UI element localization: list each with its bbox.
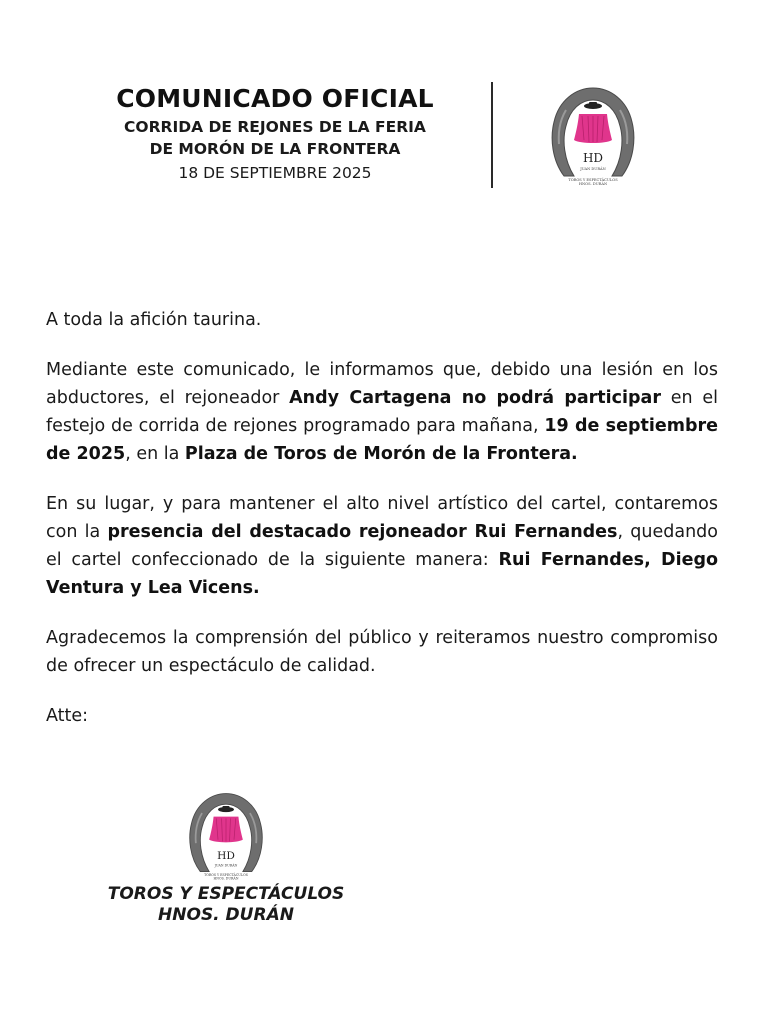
p2-bold-1: presencia del destacado rejoneador Rui Fernandes	[107, 522, 618, 542]
logo-tagline-line-1: TOROS Y ESPECTÁCULOS	[568, 178, 618, 182]
monogram-text: HD	[582, 151, 604, 165]
header-divider	[491, 82, 493, 188]
p2-bold-2: Rui Fernandes, Diego Ventura y Lea Vicens.	[46, 550, 718, 598]
monogram-text: HD	[217, 849, 235, 863]
header	[0, 0, 768, 220]
company-logo-signature	[186, 790, 266, 884]
p2-text-1: En su lugar, y para mantener el alto nivel artístico del cartel, contaremos con la	[46, 494, 718, 542]
p1-bold-2: 19 de septiembre de 2025	[46, 416, 718, 464]
signature-block	[96, 884, 356, 926]
logo-name-text: JUAN DURÁN	[580, 167, 606, 171]
subtitle-line-1: CORRIDA DE REJONES DE LA FERIA	[124, 118, 426, 136]
p1-text-2: en el festejo de corrida de rejones programado para mañana,	[46, 388, 718, 436]
p2-text-2: , quedando el cartel confeccionado de la siguiente manera:	[46, 522, 718, 570]
horseshoe-logo-icon	[548, 84, 638, 190]
signature-line-2: HNOS. DURÁN	[158, 905, 294, 925]
document-title: COMUNICADO OFICIAL	[116, 84, 434, 113]
letter-body	[46, 306, 718, 752]
logo-tagline-line-2: HNOS. DURÁN	[578, 182, 608, 186]
p1-text-1: Mediante este comunicado, le informamos que, debido una lesión en los abductores, el rejoneador	[46, 360, 718, 408]
logo-name-text: JUAN DURÁN	[214, 863, 238, 868]
horseshoe-logo-icon	[186, 790, 266, 884]
logo-tagline-line-1: TOROS Y ESPECTÁCULOS	[204, 873, 248, 878]
paragraph-replacement	[46, 490, 718, 602]
event-subtitle	[60, 116, 490, 160]
subtitle-line-2: DE MORÓN DE LA FRONTERA	[149, 140, 401, 158]
signature-line-1: TOROS Y ESPECTÁCULOS	[107, 884, 345, 904]
paragraph-announcement	[46, 356, 718, 468]
document-date: 18 DE SEPTIEMBRE 2025	[178, 164, 372, 182]
p1-text-3: , en la	[125, 444, 185, 464]
closing: Atte:	[46, 706, 89, 726]
p1-bold-3: Plaza de Toros de Morón de la Frontera.	[184, 444, 578, 464]
company-logo-header	[548, 84, 638, 190]
greeting: A toda la afición taurina.	[46, 310, 262, 330]
paragraph-thanks: Agradecemos la comprensión del público y reiteramos nuestro compromiso de ofrecer un espectáculo de calidad.	[46, 628, 718, 676]
logo-tagline-line-2: HNOS. DURÁN	[213, 876, 239, 881]
p1-bold-1: Andy Cartagena no podrá participar	[289, 388, 661, 408]
title-block	[60, 84, 490, 184]
